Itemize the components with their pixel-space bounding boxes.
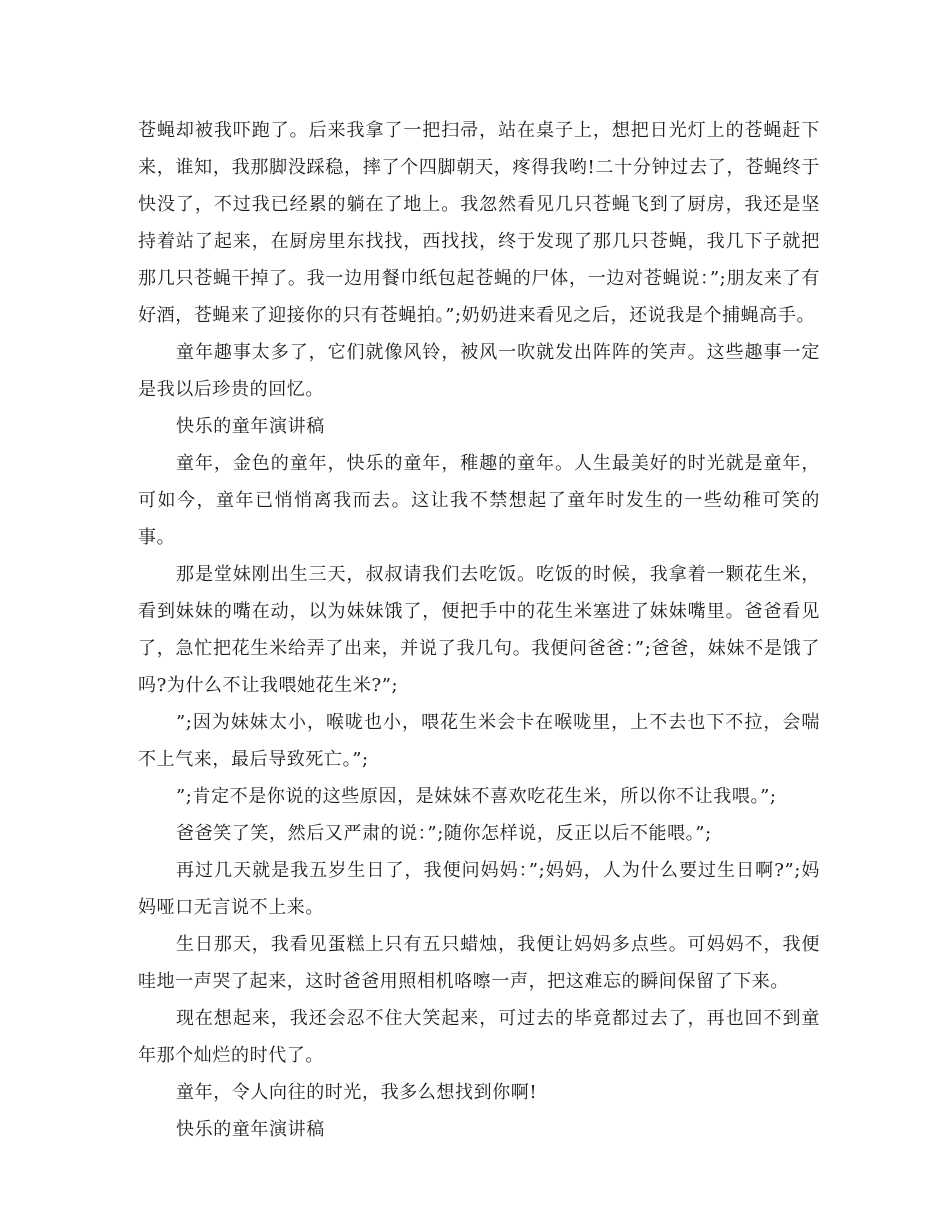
paragraph-birthday-cake: 生日那天，我看见蛋糕上只有五只蜡烛，我便让妈妈多点些。可妈妈不，我便哇地一声哭了起来，这时爸爸用照相机咯嚓一声，把这难忘的瞬间保留了下来。: [138, 934, 820, 992]
paragraph-peanut-story: 那是堂妹刚出生三天，叔叔请我们去吃饭。吃饭的时候，我拿着一颗花生米，看到妹妹的嘴在动，以为妹妹饿了，便把手中的花生米塞进了妹妹嘴里。爸爸看见了，急忙把花生米给弄了出来，并说了我几句。我便问爸爸：”;爸爸，妹妹不是饿了吗?为什么不让我喂她花生米?”;: [138, 564, 820, 696]
paragraph-fly-hunting: 苍蝇却被我吓跑了。后来我拿了一把扫帚，站在桌子上，想把日光灯上的苍蝇赶下来，谁知，我那脚没踩稳，摔了个四脚朝天，疼得我哟!二十分钟过去了，苍蝇终于快没了，不过我已经累的躺在了地上。我忽然看见几只苍蝇飞到了厨房，我还是坚持着站了起来，在厨房里东找找，西找找，终于发现了那几只苍蝇，我几下子就把那几只苍蝇干掉了。我一边用餐巾纸包起苍蝇的尸体，一边对苍蝇说：”;朋友来了有好酒，苍蝇来了迎接你的只有苍蝇拍。”;奶奶进来看见之后，还说我是个捕蝇高手。: [138, 120, 820, 326]
paragraph-child-reply: ”;肯定不是你说的这些原因，是妹妹不喜欢吃花生米，所以你不让我喂。”;: [176, 786, 777, 807]
document-body: [138, 112, 820, 1148]
paragraph-birthday-question: 再过几天就是我五岁生日了，我便问妈妈：”;妈妈，人为什么要过生日啊?”;妈妈哑口无言说不上来。: [138, 860, 820, 918]
paragraph-childhood-memories: 童年趣事太多了，它们就像风铃，被风一吹就发出阵阵的笑声。这些趣事一定是我以后珍贵的回忆。: [138, 342, 820, 400]
section-title-repeat: 快乐的童年演讲稿: [176, 1119, 325, 1140]
paragraph-longing: 童年，令人向往的时光，我多么想找到你啊!: [176, 1082, 538, 1103]
paragraph-reflection: 现在想起来，我还会忍不住大笑起来，可过去的毕竟都过去了，再也回不到童年那个灿烂的时代了。: [138, 1008, 820, 1066]
paragraph-dad-stern: 爸爸笑了笑，然后又严肃的说：”;随你怎样说，反正以后不能喂。”;: [176, 823, 712, 844]
paragraph-dad-reply: ”;因为妹妹太小，喉咙也小，喂花生米会卡在喉咙里，上不去也下不拉，会喘不上气来，最后导致死亡。”;: [138, 712, 820, 770]
section-title: 快乐的童年演讲稿: [176, 416, 325, 437]
paragraph-golden-childhood: 童年，金色的童年，快乐的童年，稚趣的童年。人生最美好的时光就是童年，可如今，童年已悄悄离我而去。这让我不禁想起了童年时发生的一些幼稚可笑的事。: [138, 453, 820, 548]
